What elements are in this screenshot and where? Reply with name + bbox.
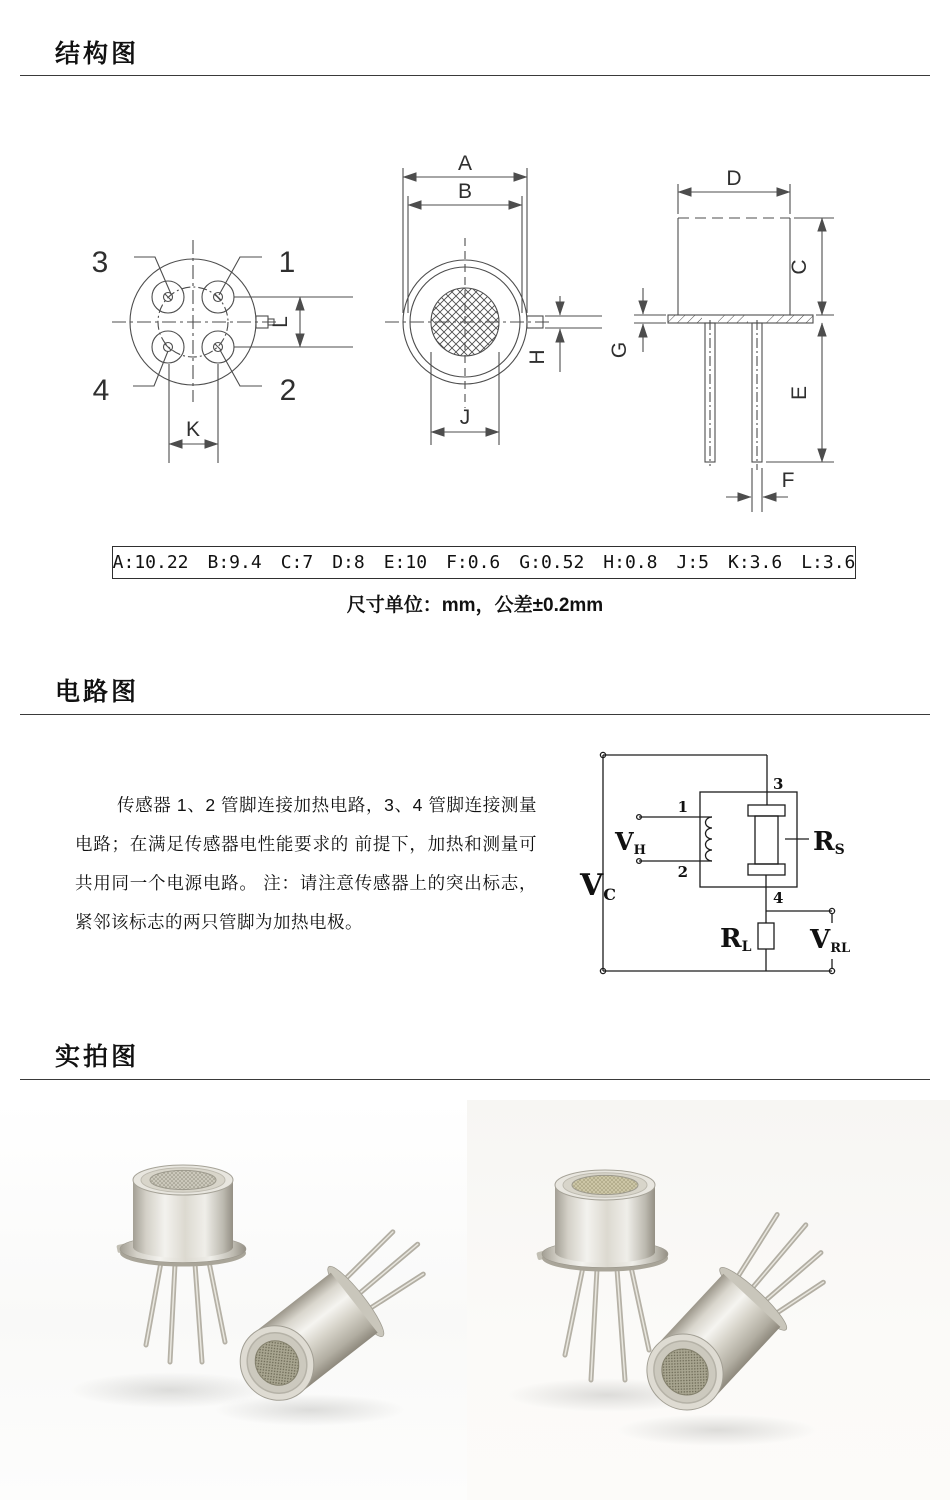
list-item: A:10.22 — [112, 552, 189, 573]
sensor-lying — [222, 1215, 450, 1420]
circuit-pin-1: 1 — [677, 798, 688, 816]
label-vrl: VRL — [810, 925, 851, 956]
list-item: L:3.6 — [801, 552, 856, 573]
list-item: J:5 — [676, 552, 709, 573]
pin-number-4: 4 — [92, 374, 110, 407]
sensor-upright — [536, 1170, 668, 1380]
product-photo-left — [0, 1100, 467, 1500]
sensor-mesh — [150, 1170, 216, 1189]
dim-letter-D: D — [726, 167, 742, 190]
list-item: F:0.6 — [446, 552, 501, 573]
circuit-pin-3: 3 — [773, 775, 784, 793]
list-item: D:8 — [332, 552, 365, 573]
label-rl: RL — [720, 924, 752, 955]
section-divider — [20, 75, 930, 76]
list-item: H:0.8 — [603, 552, 658, 573]
sensor-lying — [627, 1202, 848, 1429]
section-divider — [20, 1079, 930, 1080]
list-item: 紧邻该标志的两只管脚为加热电极。 — [75, 912, 363, 932]
dim-letter-G: G — [608, 341, 631, 359]
photos-section-title: 实拍图 — [55, 1043, 140, 1071]
dim-letter-K: K — [185, 418, 201, 441]
circuit-pin-2: 2 — [677, 863, 688, 881]
circuit-pin-4: 4 — [773, 889, 784, 907]
sensor-upright — [116, 1165, 246, 1362]
circuit-description — [75, 786, 537, 942]
structure-side-view — [608, 167, 834, 512]
structure-drawing — [0, 130, 950, 540]
units-note: 尺寸单位：mm，公差±0.2mm — [346, 595, 604, 616]
product-photo-right — [467, 1100, 950, 1500]
label-vc: VC — [580, 868, 617, 904]
circuit-section-title: 电路图 — [55, 678, 140, 706]
sensor-shadow — [215, 1394, 405, 1426]
sensor-mesh — [572, 1175, 638, 1194]
dimension-table — [112, 546, 856, 579]
label-vh: VH — [615, 827, 646, 858]
photo-right-render — [467, 1100, 950, 1500]
list-item: 共用同一个电源电路。 注：请注意传感器上的突出标志， — [75, 873, 537, 893]
dim-letter-F: F — [781, 469, 795, 492]
pin-number-1: 1 — [278, 246, 296, 279]
circuit-diagram — [540, 735, 910, 990]
structure-section-title: 结构图 — [55, 40, 140, 68]
dim-letter-J: J — [459, 406, 471, 429]
structure-top-view — [385, 152, 602, 445]
section-divider — [20, 714, 930, 715]
list-item: 传感器 1、2 管脚连接加热电路，3、4 管脚连接测量 — [117, 795, 537, 815]
list-item: K:3.6 — [728, 552, 783, 573]
pin-number-2: 2 — [279, 374, 297, 407]
list-item: 电路；在满足传感器电性能要求的 前提下，加热和测量可 — [75, 834, 537, 854]
dim-letter-E: E — [788, 385, 811, 401]
label-rs: RS — [813, 827, 845, 858]
dim-letter-L: L — [269, 316, 292, 328]
dim-letter-A: A — [457, 152, 473, 175]
list-item: B:9.4 — [207, 552, 262, 573]
dim-letter-C: C — [788, 259, 811, 275]
sensor-shadow — [617, 1414, 817, 1446]
list-item: E:10 — [383, 552, 428, 573]
list-item: C:7 — [280, 552, 314, 573]
dim-letter-H: H — [526, 349, 549, 365]
structure-bottom-view — [92, 240, 353, 463]
photo-left-render — [0, 1100, 467, 1500]
pin-number-3: 3 — [91, 246, 109, 279]
list-item: G:0.52 — [519, 552, 585, 573]
dim-letter-B: B — [457, 180, 473, 203]
